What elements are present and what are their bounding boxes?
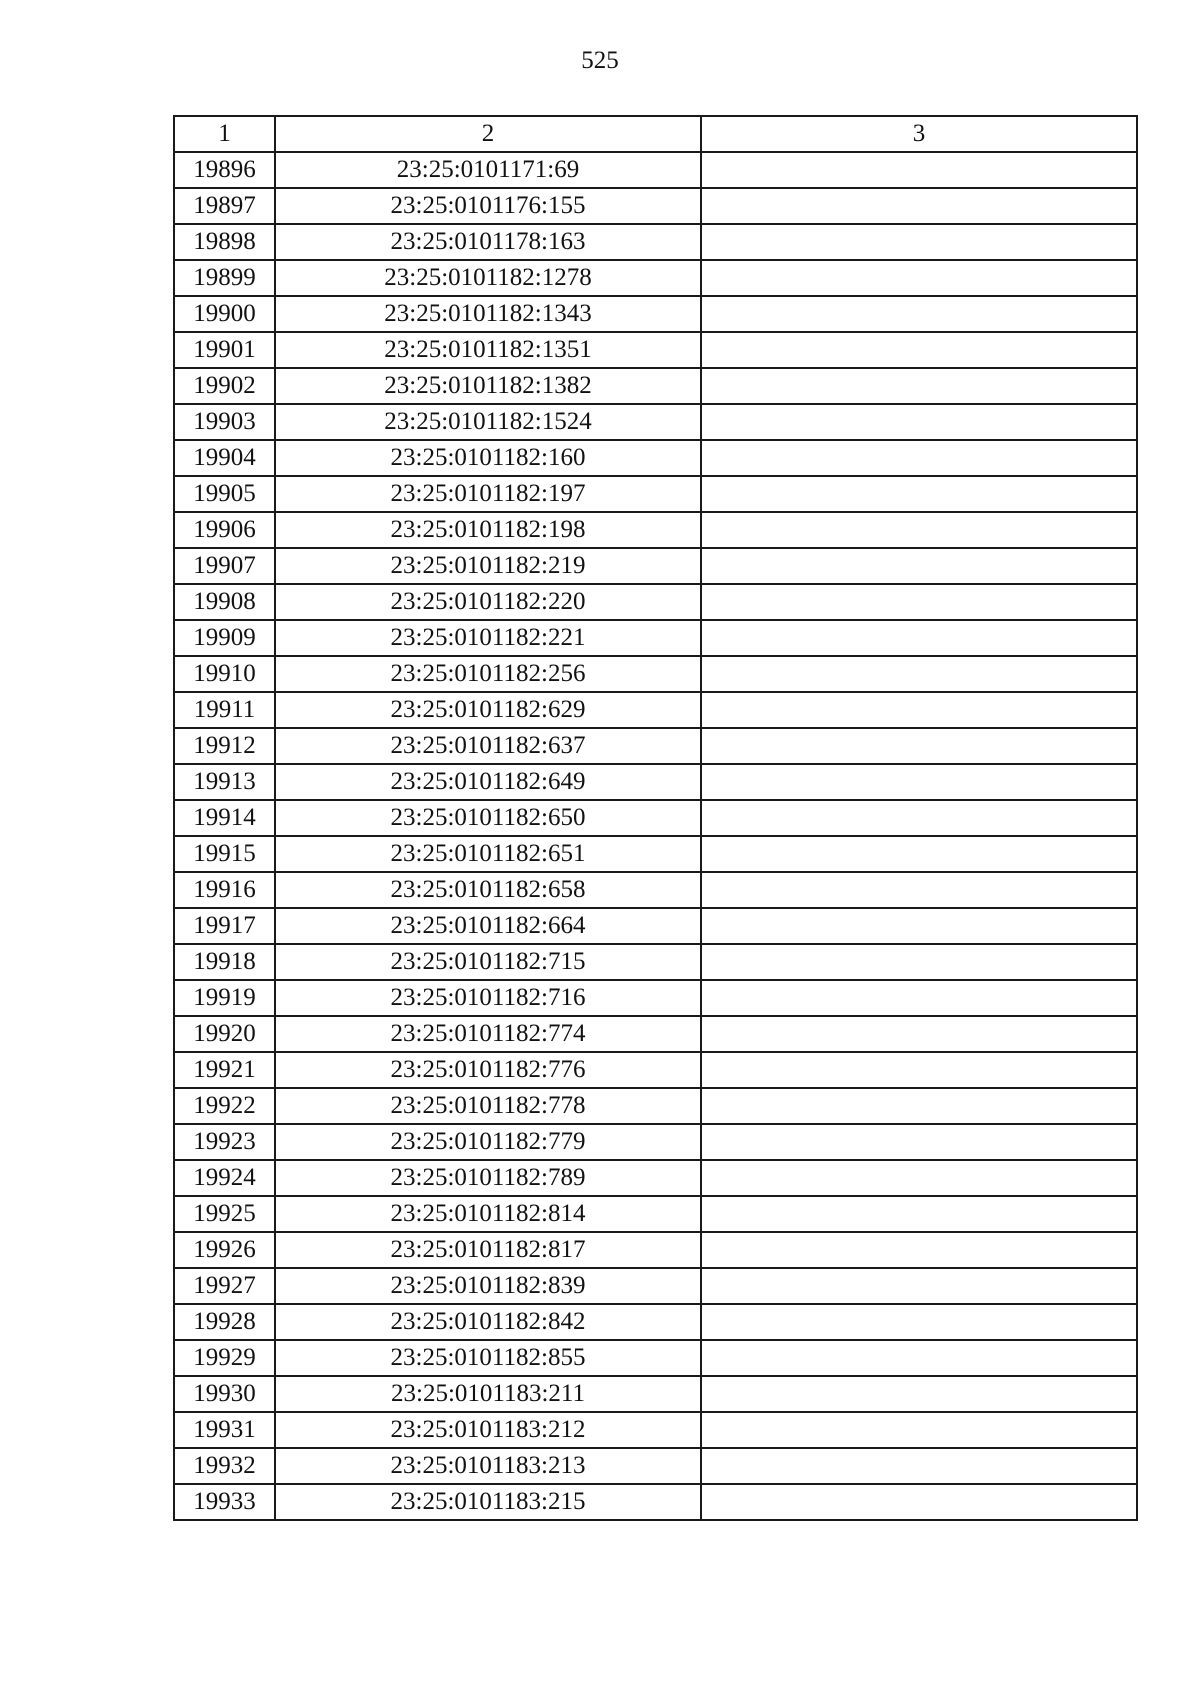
note-cell xyxy=(701,1052,1137,1088)
cadastral-number-cell: 23:25:0101182:1382 xyxy=(275,368,701,404)
registry-table xyxy=(173,115,1138,1521)
table-row xyxy=(174,476,1137,512)
table-row xyxy=(174,296,1137,332)
row-number-cell: 19900 xyxy=(174,296,275,332)
note-cell xyxy=(701,1160,1137,1196)
cadastral-number-cell: 23:25:0101182:256 xyxy=(275,656,701,692)
cadastral-number-cell: 23:25:0101182:221 xyxy=(275,620,701,656)
cadastral-number-cell: 23:25:0101182:1351 xyxy=(275,332,701,368)
row-number-cell: 19899 xyxy=(174,260,275,296)
cadastral-number-cell: 23:25:0101182:842 xyxy=(275,1304,701,1340)
cadastral-number-cell: 23:25:0101182:637 xyxy=(275,728,701,764)
table-row xyxy=(174,1088,1137,1124)
table-header-row xyxy=(174,116,1137,152)
note-cell xyxy=(701,1196,1137,1232)
row-number-cell: 19915 xyxy=(174,836,275,872)
note-cell xyxy=(701,476,1137,512)
column-header-3: 3 xyxy=(701,116,1137,152)
row-number-cell: 19929 xyxy=(174,1340,275,1376)
row-number-cell: 19920 xyxy=(174,1016,275,1052)
note-cell xyxy=(701,512,1137,548)
table-row xyxy=(174,1484,1137,1520)
table-row xyxy=(174,836,1137,872)
note-cell xyxy=(701,548,1137,584)
note-cell xyxy=(701,1016,1137,1052)
cadastral-number-cell: 23:25:0101182:778 xyxy=(275,1088,701,1124)
row-number-cell: 19930 xyxy=(174,1376,275,1412)
table-row xyxy=(174,692,1137,728)
row-number-cell: 19907 xyxy=(174,548,275,584)
cadastral-number-cell: 23:25:0101178:163 xyxy=(275,224,701,260)
row-number-cell: 19921 xyxy=(174,1052,275,1088)
table-row xyxy=(174,1124,1137,1160)
table-row xyxy=(174,368,1137,404)
table-row xyxy=(174,188,1137,224)
row-number-cell: 19902 xyxy=(174,368,275,404)
note-cell xyxy=(701,1304,1137,1340)
row-number-cell: 19911 xyxy=(174,692,275,728)
note-cell xyxy=(701,620,1137,656)
table-row xyxy=(174,1016,1137,1052)
table-row xyxy=(174,584,1137,620)
row-number-cell: 19898 xyxy=(174,224,275,260)
note-cell xyxy=(701,656,1137,692)
note-cell xyxy=(701,584,1137,620)
note-cell xyxy=(701,908,1137,944)
cadastral-number-cell: 23:25:0101182:855 xyxy=(275,1340,701,1376)
note-cell xyxy=(701,728,1137,764)
cadastral-number-cell: 23:25:0101183:211 xyxy=(275,1376,701,1412)
table-row xyxy=(174,1196,1137,1232)
row-number-cell: 19903 xyxy=(174,404,275,440)
note-cell xyxy=(701,1340,1137,1376)
row-number-cell: 19923 xyxy=(174,1124,275,1160)
row-number-cell: 19926 xyxy=(174,1232,275,1268)
cadastral-number-cell: 23:25:0101182:219 xyxy=(275,548,701,584)
table-row xyxy=(174,872,1137,908)
row-number-cell: 19912 xyxy=(174,728,275,764)
row-number-cell: 19913 xyxy=(174,764,275,800)
row-number-cell: 19917 xyxy=(174,908,275,944)
cadastral-number-cell: 23:25:0101176:155 xyxy=(275,188,701,224)
table-row xyxy=(174,548,1137,584)
table-row xyxy=(174,980,1137,1016)
cadastral-number-cell: 23:25:0101182:715 xyxy=(275,944,701,980)
table-row xyxy=(174,1268,1137,1304)
note-cell xyxy=(701,1124,1137,1160)
table-row xyxy=(174,1304,1137,1340)
cadastral-number-cell: 23:25:0101182:649 xyxy=(275,764,701,800)
row-number-cell: 19924 xyxy=(174,1160,275,1196)
row-number-cell: 19918 xyxy=(174,944,275,980)
row-number-cell: 19925 xyxy=(174,1196,275,1232)
note-cell xyxy=(701,836,1137,872)
table-row xyxy=(174,1232,1137,1268)
table-row xyxy=(174,152,1137,188)
table-row xyxy=(174,1412,1137,1448)
table-row xyxy=(174,944,1137,980)
note-cell xyxy=(701,800,1137,836)
note-cell xyxy=(701,152,1137,188)
table-row xyxy=(174,1052,1137,1088)
cadastral-number-cell: 23:25:0101182:664 xyxy=(275,908,701,944)
cadastral-number-cell: 23:25:0101182:716 xyxy=(275,980,701,1016)
table-row xyxy=(174,620,1137,656)
cadastral-number-cell: 23:25:0101182:1278 xyxy=(275,260,701,296)
row-number-cell: 19914 xyxy=(174,800,275,836)
cadastral-number-cell: 23:25:0101183:212 xyxy=(275,1412,701,1448)
note-cell xyxy=(701,1376,1137,1412)
note-cell xyxy=(701,980,1137,1016)
table-row xyxy=(174,1160,1137,1196)
table-row xyxy=(174,656,1137,692)
row-number-cell: 19909 xyxy=(174,620,275,656)
table-row xyxy=(174,224,1137,260)
row-number-cell: 19932 xyxy=(174,1448,275,1484)
note-cell xyxy=(701,440,1137,476)
row-number-cell: 19927 xyxy=(174,1268,275,1304)
note-cell xyxy=(701,224,1137,260)
note-cell xyxy=(701,296,1137,332)
cadastral-number-cell: 23:25:0101182:776 xyxy=(275,1052,701,1088)
table-row xyxy=(174,404,1137,440)
row-number-cell: 19904 xyxy=(174,440,275,476)
row-number-cell: 19906 xyxy=(174,512,275,548)
cadastral-number-cell: 23:25:0101182:814 xyxy=(275,1196,701,1232)
column-header-2: 2 xyxy=(275,116,701,152)
cadastral-number-cell: 23:25:0101182:1524 xyxy=(275,404,701,440)
row-number-cell: 19933 xyxy=(174,1484,275,1520)
note-cell xyxy=(701,1448,1137,1484)
row-number-cell: 19919 xyxy=(174,980,275,1016)
cadastral-number-cell: 23:25:0101182:197 xyxy=(275,476,701,512)
note-cell xyxy=(701,1088,1137,1124)
column-header-1: 1 xyxy=(174,116,275,152)
note-cell xyxy=(701,764,1137,800)
table-row xyxy=(174,1376,1137,1412)
note-cell xyxy=(701,1412,1137,1448)
row-number-cell: 19928 xyxy=(174,1304,275,1340)
cadastral-number-cell: 23:25:0101182:779 xyxy=(275,1124,701,1160)
cadastral-number-cell: 23:25:0101182:789 xyxy=(275,1160,701,1196)
cadastral-number-cell: 23:25:0101183:215 xyxy=(275,1484,701,1520)
table-row xyxy=(174,728,1137,764)
note-cell xyxy=(701,944,1137,980)
row-number-cell: 19931 xyxy=(174,1412,275,1448)
cadastral-number-cell: 23:25:0101182:839 xyxy=(275,1268,701,1304)
note-cell xyxy=(701,1232,1137,1268)
table-row xyxy=(174,440,1137,476)
note-cell xyxy=(701,692,1137,728)
table-row xyxy=(174,260,1137,296)
table-row xyxy=(174,512,1137,548)
row-number-cell: 19910 xyxy=(174,656,275,692)
table-row xyxy=(174,908,1137,944)
note-cell xyxy=(701,188,1137,224)
table-row xyxy=(174,332,1137,368)
row-number-cell: 19905 xyxy=(174,476,275,512)
cadastral-number-cell: 23:25:0101182:198 xyxy=(275,512,701,548)
row-number-cell: 19908 xyxy=(174,584,275,620)
note-cell xyxy=(701,332,1137,368)
note-cell xyxy=(701,872,1137,908)
cadastral-number-cell: 23:25:0101182:658 xyxy=(275,872,701,908)
row-number-cell: 19901 xyxy=(174,332,275,368)
row-number-cell: 19897 xyxy=(174,188,275,224)
row-number-cell: 19922 xyxy=(174,1088,275,1124)
note-cell xyxy=(701,260,1137,296)
note-cell xyxy=(701,404,1137,440)
cadastral-number-cell: 23:25:0101171:69 xyxy=(275,152,701,188)
table-row xyxy=(174,764,1137,800)
cadastral-number-cell: 23:25:0101182:651 xyxy=(275,836,701,872)
table-row xyxy=(174,1340,1137,1376)
note-cell xyxy=(701,1484,1137,1520)
cadastral-number-cell: 23:25:0101182:1343 xyxy=(275,296,701,332)
cadastral-number-cell: 23:25:0101183:213 xyxy=(275,1448,701,1484)
table-row xyxy=(174,800,1137,836)
cadastral-number-cell: 23:25:0101182:650 xyxy=(275,800,701,836)
note-cell xyxy=(701,368,1137,404)
cadastral-number-cell: 23:25:0101182:774 xyxy=(275,1016,701,1052)
table-body xyxy=(174,152,1137,1520)
note-cell xyxy=(701,1268,1137,1304)
row-number-cell: 19896 xyxy=(174,152,275,188)
page-number: 525 xyxy=(581,47,619,74)
cadastral-number-cell: 23:25:0101182:629 xyxy=(275,692,701,728)
cadastral-number-cell: 23:25:0101182:817 xyxy=(275,1232,701,1268)
cadastral-number-cell: 23:25:0101182:160 xyxy=(275,440,701,476)
cadastral-number-cell: 23:25:0101182:220 xyxy=(275,584,701,620)
table-row xyxy=(174,1448,1137,1484)
row-number-cell: 19916 xyxy=(174,872,275,908)
